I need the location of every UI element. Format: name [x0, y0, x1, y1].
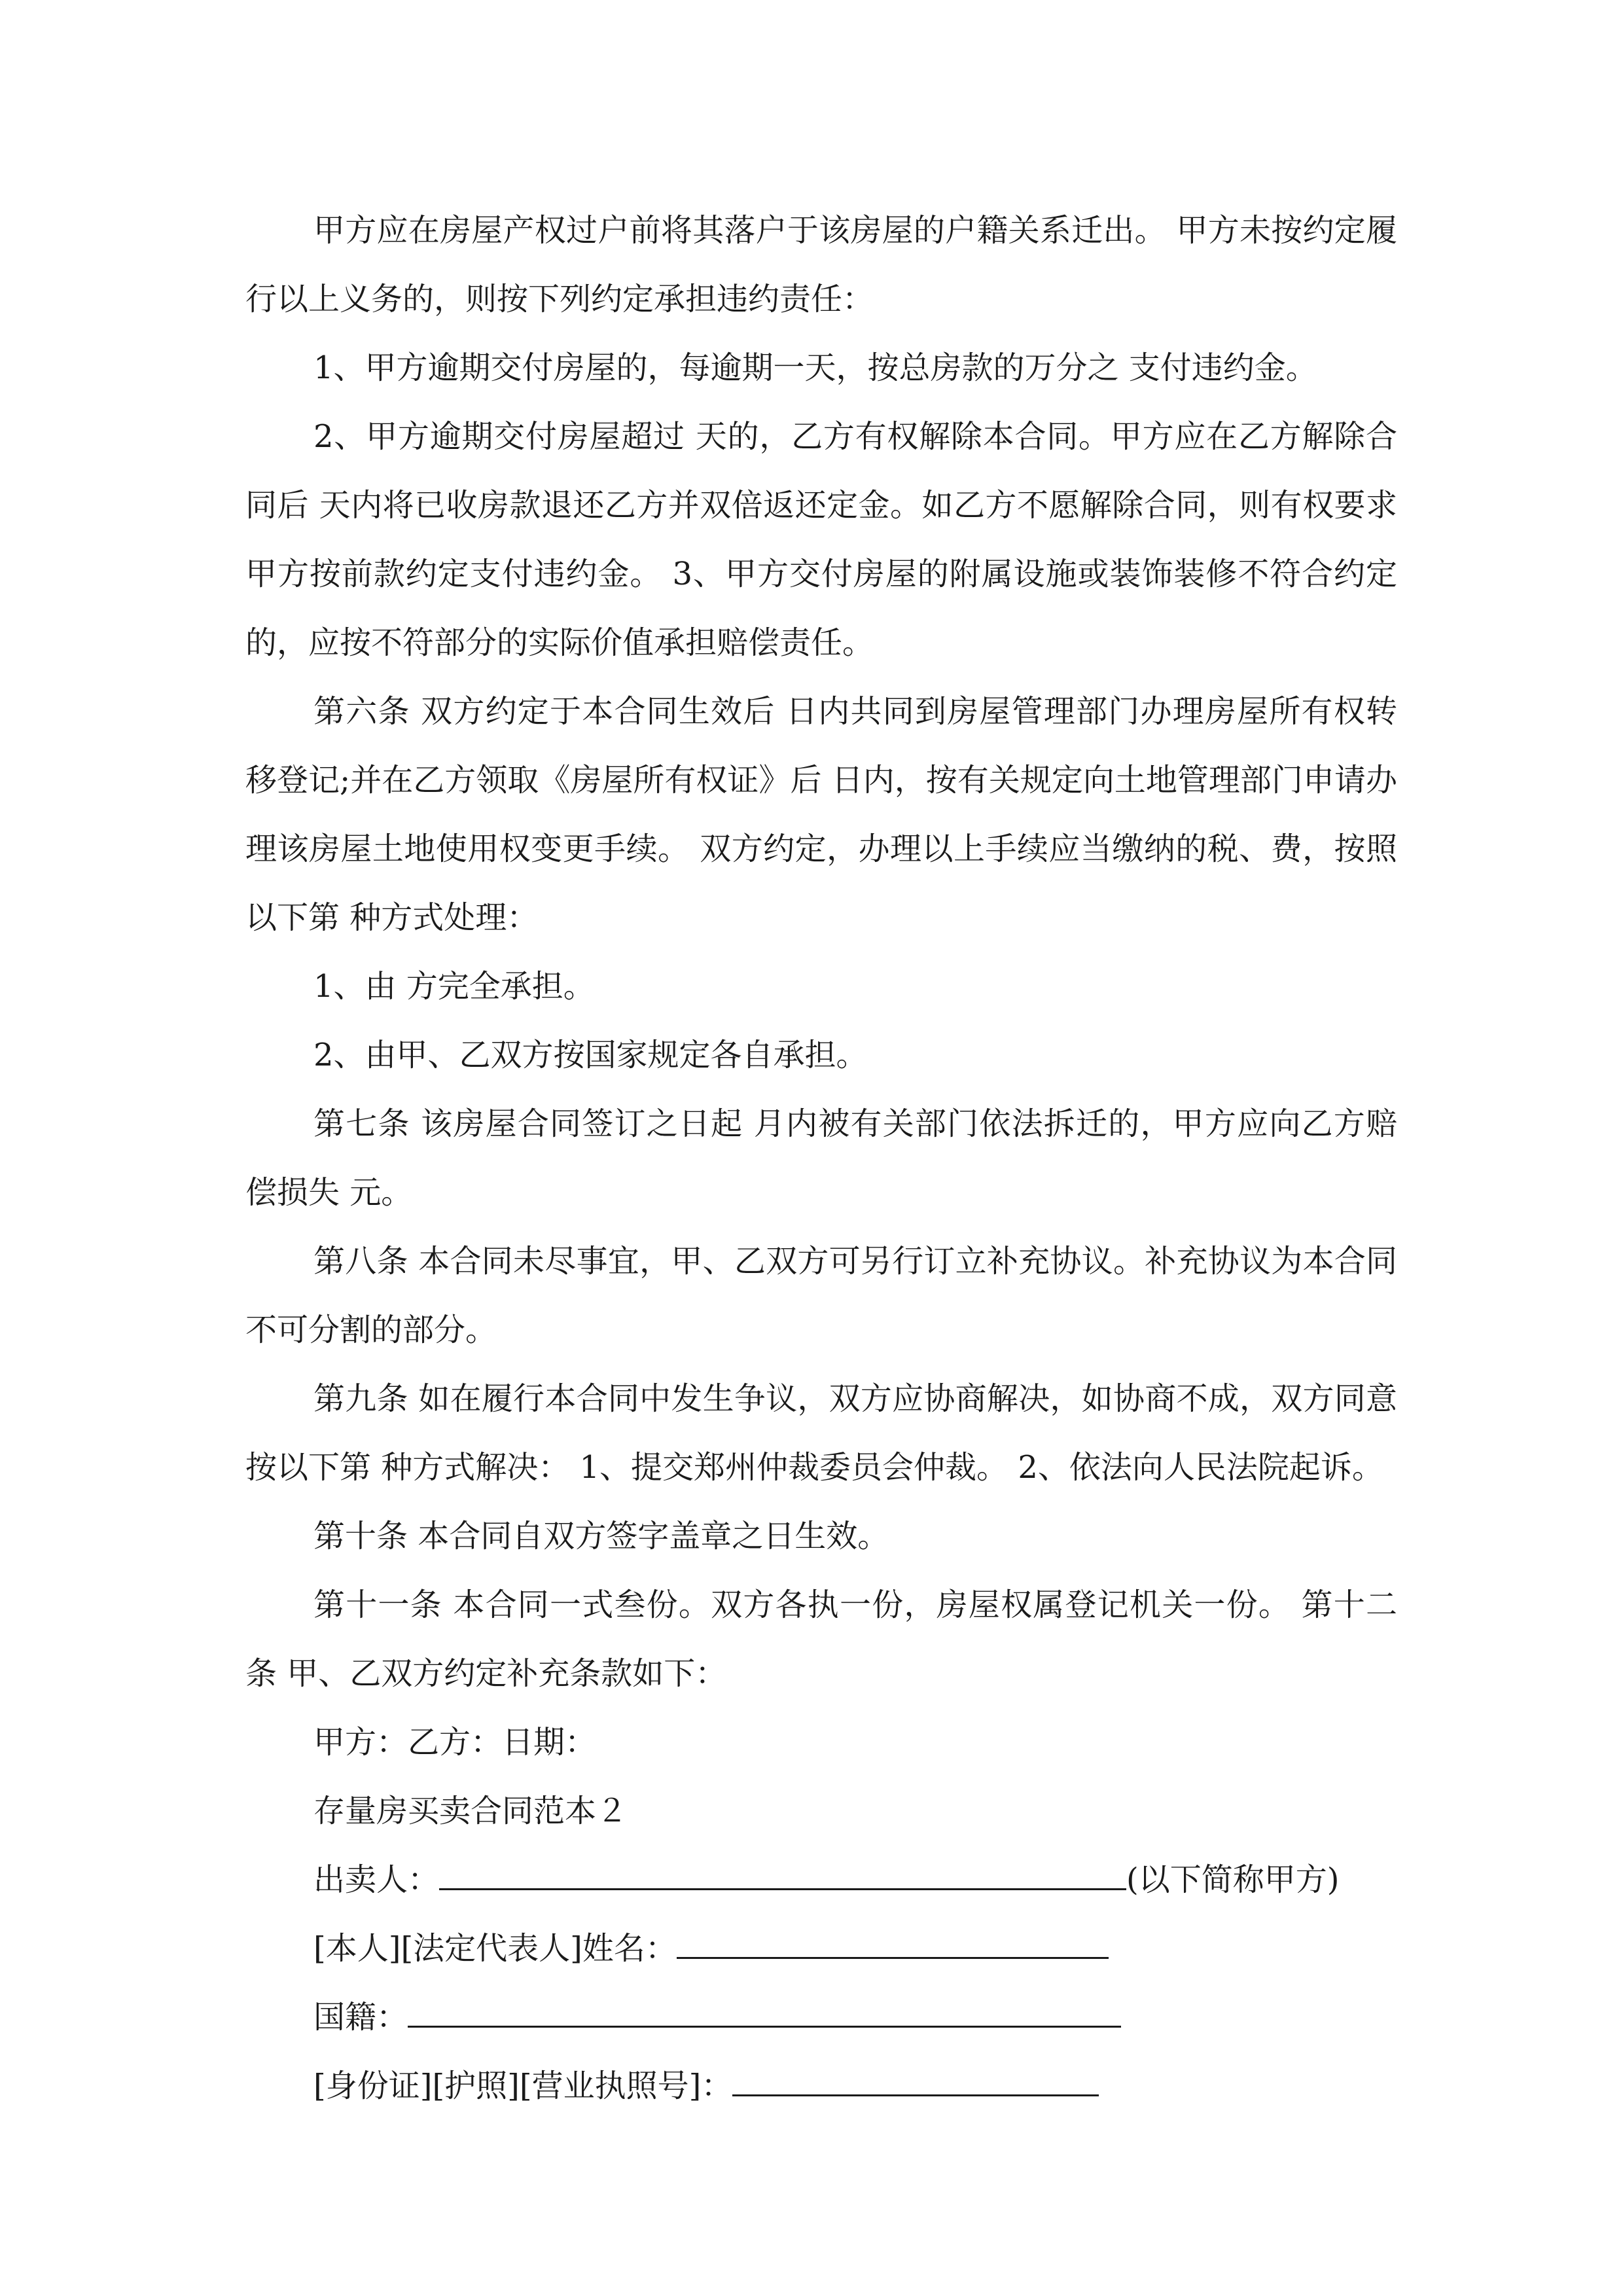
paragraph-article-6: 第六条 双方约定于本合同生效后 日内共同到房屋管理部门办理房屋所有权转移登记;并在乙方领取《房屋所有权证》后 日内，按有关规定向土地管理部门申请办理该房屋土地使用权变更手续。 双方约定，办理以上手续应当缴纳的税、费，按照以下第 种方式处理： [245, 693, 1397, 936]
seller-row [245, 1846, 1397, 1914]
paragraph-article-9: 第九条 如在履行本合同中发生争议，双方应协商解决，如协商不成，双方同意按以下第 种方式解决： 1、提交郑州仲裁委员会仲裁。 2、依法向人民法院起诉。 [245, 1380, 1397, 1486]
nationality-label: 国籍： [313, 1999, 408, 2036]
nationality-blank[interactable] [408, 1989, 1121, 2028]
representative-blank[interactable] [677, 1920, 1109, 1959]
seller-suffix: (以下简称甲方) [1126, 1861, 1340, 1898]
paragraph-article-11: 第十一条 本合同一式叁份。双方各执一份，房屋权属登记机关一份。 第十二条 甲、乙双方约定补充条款如下： [245, 1587, 1397, 1692]
nationality-row [245, 1983, 1397, 2052]
template-title: 存量房买卖合同范本２ [313, 1793, 628, 1829]
paragraph-article-8: 第八条 本合同未尽事宜，甲、乙双方可另行订立补充协议。补充协议为本合同不可分割的部分。 [245, 1243, 1397, 1348]
seller-blank[interactable] [439, 1852, 1126, 1890]
representative-label: [本人][法定代表人]姓名： [313, 1930, 677, 1967]
paragraph-household-registration: 甲方应在房屋产权过户前将其落户于该房屋的户籍关系迁出。 甲方未按约定履行以上义务的，则按下列约定承担违约责任： [245, 212, 1397, 317]
representative-row [245, 1914, 1397, 1983]
paragraph-late-delivery-penalty: 1、甲方逾期交付房屋的，每逾期一天，按总房款的万分之 支付违约金。 [313, 350, 1317, 386]
paragraph-tax-option-2: 2、由甲、乙双方按国家规定各自承担。 [313, 1037, 868, 1073]
paragraph-tax-option-1: 1、由 方完全承担。 [313, 968, 595, 1005]
signature-line: 甲方：乙方：日期： [313, 1724, 597, 1761]
paragraph-termination-right: 2、甲方逾期交付房屋超过 天的，乙方有权解除本合同。甲方应在乙方解除合同后 天内将已收房款退还乙方并双倍返还定金。如乙方不愿解除合同，则有权要求甲方按前款约定支付违约金。 3、甲方交付房屋的附属设施或装饰装修不符合约定的，应按不符部分的实际价值承担赔偿责任。 [245, 418, 1397, 661]
contract-body [245, 196, 1397, 2121]
paragraph-article-10: 第十条 本合同自双方签字盖章之日生效。 [313, 1518, 889, 1554]
paragraph-article-7: 第七条 该房屋合同签订之日起 月内被有关部门依法拆迁的，甲方应向乙方赔偿损失 元。 [245, 1105, 1397, 1211]
id-number-label: [身份证][护照][营业执照号]： [313, 2068, 733, 2104]
seller-label: 出卖人： [313, 1861, 440, 1898]
id-number-row [245, 2052, 1397, 2121]
id-number-blank[interactable] [732, 2058, 1099, 2096]
